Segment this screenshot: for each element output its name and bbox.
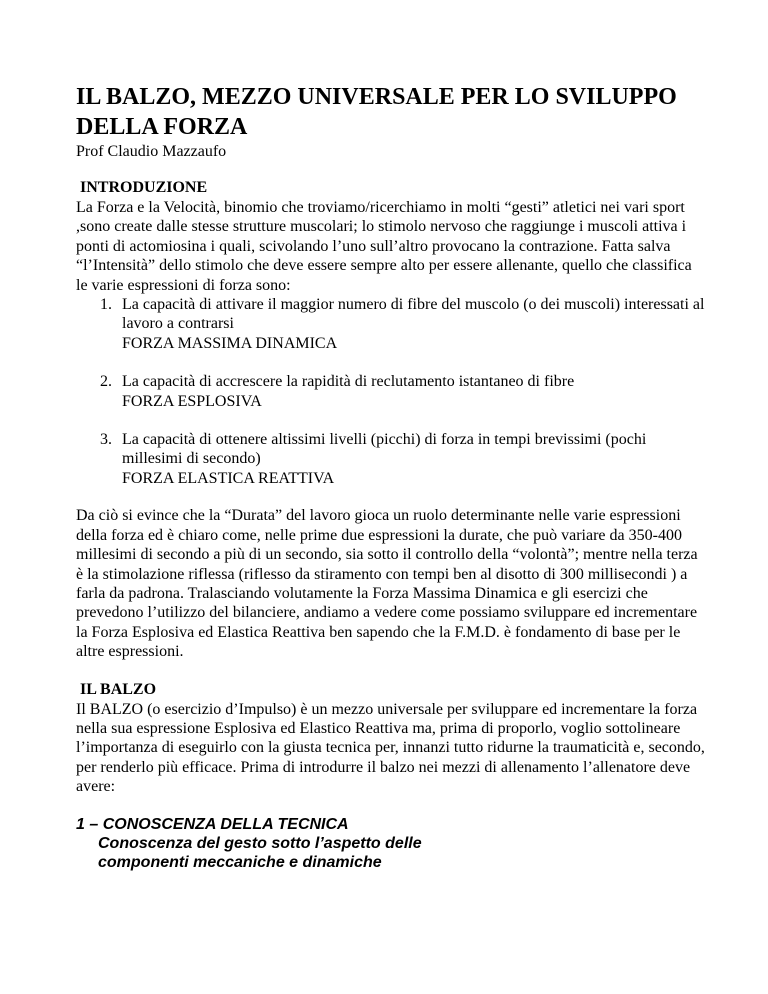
list-item [76, 372, 706, 411]
balzo-paragraph: Il BALZO (o esercizio d’Impulso) è un mezzo universale per sviluppare ed incrementare la forza nella sua espressione Esplosiva ed Elastico Reattiva ma, prima di proporlo, voglio sottolineare l’importanza di eseguirlo con la giusta tecnica per, innanzi tutto ridurne la traumaticità e, secondo, per renderlo più efficace. Prima di introdurre il balzo nei mezzi di allenamento l’allenatore deve avere: [76, 700, 705, 796]
spacer [76, 488, 706, 506]
list-item-number: 1. [100, 296, 112, 314]
list-item-text: La capacità di attivare il maggior numero di fibre del muscolo (o dei muscoli) interessati al lavoro a contrarsi [122, 296, 705, 333]
spacer [76, 797, 706, 815]
intro-heading: INTRODUZIONE [80, 179, 208, 196]
list-item-label: FORZA ELASTICA REATTIVA [122, 469, 335, 487]
list-item-number: 3. [100, 431, 112, 449]
author-line: Prof Claudio Mazzaufo [76, 143, 227, 160]
list-item [76, 295, 706, 353]
list-item-number: 2. [100, 373, 112, 391]
document-page [76, 82, 706, 873]
durata-paragraph: Da ciò si evince che la “Durata” del lavoro gioca un ruolo determinante nelle varie espressioni della forza ed è chiaro come, nelle prime due espressioni la durate, che può variare da 350-400 millesimi di secondo a più di un secondo, sia sotto il controllo della “volontà”; mentre nella terza è la stimolazione riflessa (riflesso da stiramento con tempi ben al disotto di 300 millisecondi ) a farla da padrona. Tralasciando volutamente la Forza Massima Dinamica e gli esercizi che prevedono l’utilizzo del bilanciere, andiamo a vedere come possiamo sviluppare ed incrementare la Forza Esplosiva ed Elastica Reattiva ben sapendo che la F.M.D. è fondamento di base per le altre espressioni. [76, 507, 698, 661]
document-title: IL BALZO, MEZZO UNIVERSALE PER LO SVILUPPO DELLA FORZA [76, 84, 677, 140]
force-list [76, 295, 706, 488]
list-item-label: FORZA ESPLOSIVA [122, 392, 262, 410]
balzo-heading: IL BALZO [80, 680, 157, 698]
list-item-label: FORZA MASSIMA DINAMICA [122, 334, 338, 352]
list-item-text: La capacità di ottenere altissimi livelli (picchi) di forza in tempi brevissimi (pochi millesimi di secondo) [122, 431, 647, 468]
list-item [76, 430, 706, 488]
tecnica-heading: 1 – CONOSCENZA DELLA TECNICA [76, 815, 349, 833]
tecnica-subheading: Conoscenza del gesto sotto l’aspetto delle componenti meccaniche e dinamiche [98, 834, 422, 872]
spacer [76, 662, 706, 680]
intro-paragraph: La Forza e la Velocità, binomio che troviamo/ricerchiamo in molti “gesti” atletici nei vari sport ,sono create dalle stesse strutture muscolari; lo stimolo nervoso che raggiunge i muscoli attiva i ponti di actomiosina i quali, scivolando l’uno sull’altro provocano la contrazione. Fatta salva “l’Intensità” dello stimolo che deve essere sempre alto per essere allenante, quello che classifica le varie espressioni di forza sono: [76, 199, 692, 294]
list-item-text: La capacità di accrescere la rapidità di reclutamento istantaneo di fibre [122, 373, 575, 391]
